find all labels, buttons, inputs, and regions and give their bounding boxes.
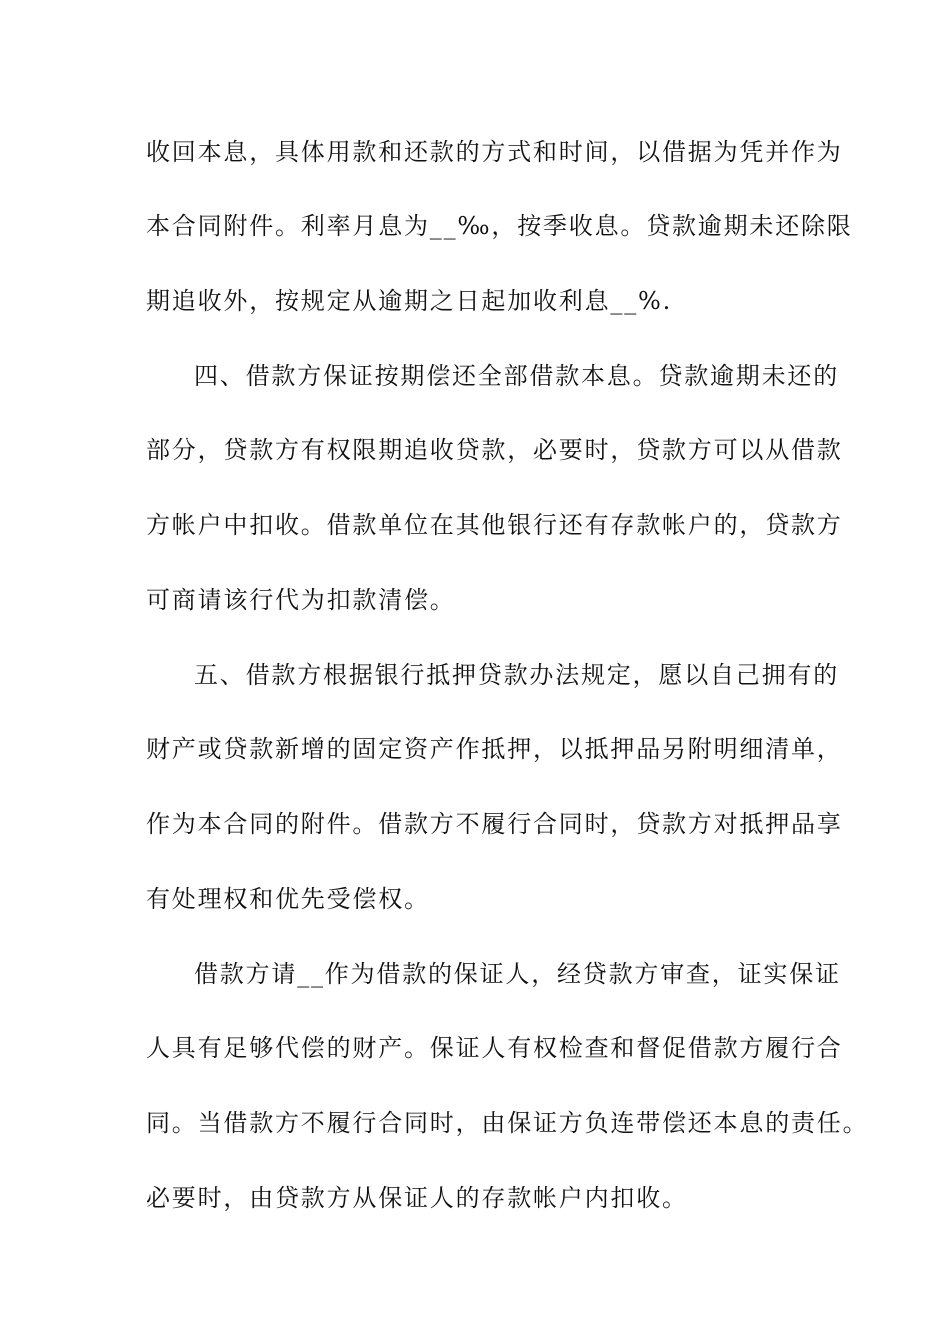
paragraph-five-start: 五、借款方根据银行抵押贷款办法规定，愿以自己拥有的 (194, 661, 839, 689)
text-line: 作为本合同的附件。借款方不履行合同时，贷款方对抵押品享 (146, 810, 843, 838)
text-line: 部分，贷款方有权限期追收贷款，必要时，贷款方可以从借款 (146, 436, 843, 464)
guarantor-paragraph-start: 借款方请__作为借款的保证人，经贷款方审查，证实保证 (194, 960, 841, 988)
text-line: 财产或贷款新增的固定资产作抵押，以抵押品另附明细清单， (146, 735, 843, 763)
text-line: 可商请该行代为扣款清偿。 (146, 586, 456, 614)
text-line: 同。当借款方不履行合同时，由保证方负连带偿还本息的责任。 (146, 1109, 869, 1137)
text-line: 期追收外，按规定从逾期之日起加收利息__%. (146, 287, 673, 315)
text-line: 人具有足够代偿的财产。保证人有权检查和督促借款方履行合 (146, 1034, 843, 1062)
paragraph-four-start: 四、借款方保证按期偿还全部借款本息。贷款逾期未还的 (194, 362, 839, 390)
text-line: 方帐户中扣收。借款单位在其他银行还有存款帐户的，贷款方 (146, 511, 843, 539)
text-line: 本合同附件。利率月息为__‰，按季收息。贷款逾期未还除限 (146, 212, 853, 240)
text-line: 有处理权和优先受偿权。 (146, 885, 430, 913)
text-line: 必要时，由贷款方从保证人的存款帐户内扣收。 (146, 1184, 688, 1212)
text-line: 收回本息，具体用款和还款的方式和时间，以借据为凭并作为 (146, 138, 843, 166)
